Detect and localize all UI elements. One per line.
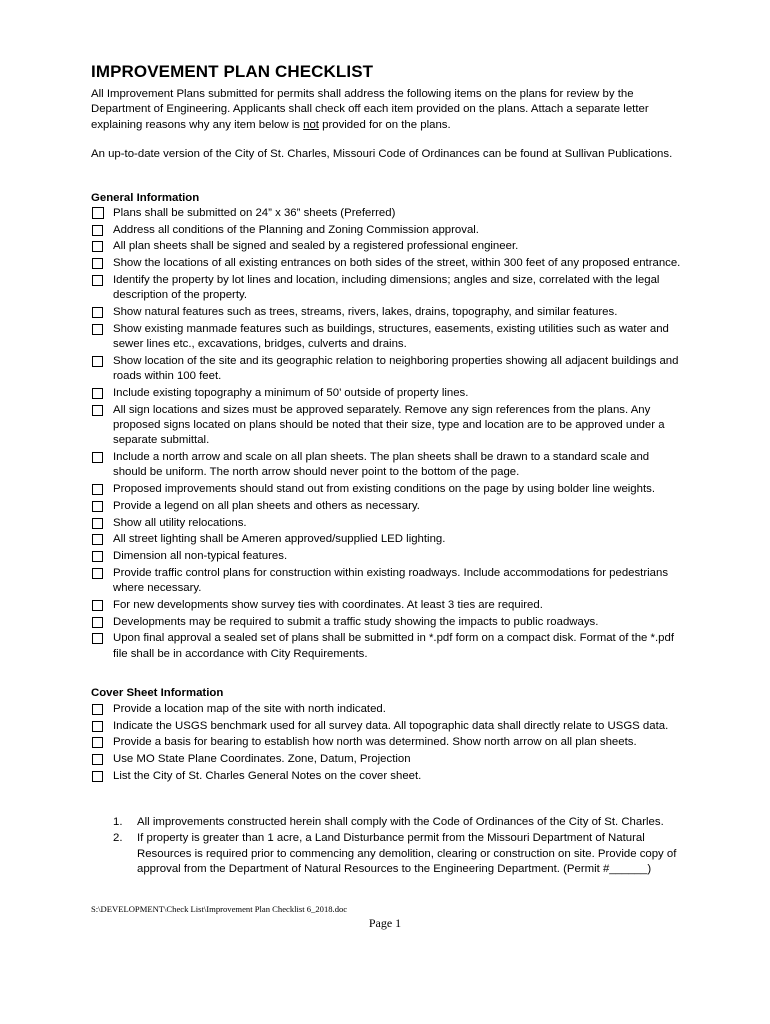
checklist-item-text: For new developments show survey ties with coordinates. At least 3 ties are required. xyxy=(113,598,543,611)
checkbox-icon[interactable] xyxy=(92,518,103,529)
checkbox-icon[interactable] xyxy=(92,704,103,715)
checkbox-icon[interactable] xyxy=(92,600,103,611)
intro-text: All Improvement Plans submitted for permits shall address the following items on the plans for review by the Department of Engineering. Applicants shall check off each item provided on the plans. Attach a separate letter explaining reasons why any item below is xyxy=(91,88,649,131)
checklist-item xyxy=(91,305,681,320)
intro-text-end: provided for on the plans. xyxy=(318,118,451,131)
checklist-item xyxy=(91,516,681,531)
checkbox-icon[interactable] xyxy=(92,771,103,782)
checkbox-icon[interactable] xyxy=(92,754,103,765)
checklist-item-text: Include a north arrow and scale on all plan sheets. The plan sheets shall be drawn to a standard scale and should be uniform. The north arrow should never point to the bottom of the page. xyxy=(113,451,650,479)
intro-underlined-word: not xyxy=(303,118,319,131)
checklist-item xyxy=(91,549,681,564)
checkbox-icon[interactable] xyxy=(92,534,103,545)
checklist-item-text: Provide a legend on all plan sheets and others as necessary. xyxy=(113,499,420,512)
checklist-item xyxy=(91,223,681,238)
file-path-footer: S:\DEVELOPMENT\Check List\Improvement Plan Checklist 6_2018.doc xyxy=(91,904,348,914)
checklist-item-text: Address all conditions of the Planning and Zoning Commission approval. xyxy=(113,223,479,236)
checkbox-icon[interactable] xyxy=(92,258,103,269)
checklist-item-text: All plan sheets shall be signed and sealed by a registered professional engineer. xyxy=(113,240,519,253)
checklist-item-text: Use MO State Plane Coordinates. Zone, Datum, Projection xyxy=(113,753,411,766)
checklist-item-text: Provide a basis for bearing to establish how north was determined. Show north arrow on all plan sheets. xyxy=(113,736,637,749)
checkbox-icon[interactable] xyxy=(92,617,103,628)
checklist-item-text: Plans shall be submitted on 24” x 36” sheets (Preferred) xyxy=(113,207,396,219)
general-notes-list xyxy=(91,815,681,879)
general-info-heading: General Information xyxy=(91,192,200,204)
checklist-item xyxy=(91,752,681,767)
checklist-item xyxy=(91,386,681,401)
checklist-item xyxy=(91,719,681,734)
checklist-item-text: Dimension all non-typical features. xyxy=(113,549,288,562)
checklist-item xyxy=(91,239,681,254)
checklist-item-text: Show all utility relocations. xyxy=(113,516,247,529)
checkbox-icon[interactable] xyxy=(92,388,103,399)
document-title: IMPROVEMENT PLAN CHECKLIST xyxy=(91,62,374,81)
note-number: 2. xyxy=(113,832,123,845)
checkbox-icon[interactable] xyxy=(92,633,103,644)
checkbox-icon[interactable] xyxy=(92,405,103,416)
checklist-item xyxy=(91,598,681,613)
checklist-item-text: Upon final approval a sealed set of plans shall be submitted in *.pdf form on a compact disk. Format of the *.pdf file shall be in accordance with City Requirements. xyxy=(113,632,674,660)
checklist-item-text: Show existing manmade features such as buildings, structures, easements, existing utilities such as water and sewer lines etc., excavations, bridges, culverts and drains. xyxy=(113,322,669,351)
code-note-paragraph: An up-to-date version of the City of St. Charles, Missouri Code of Ordinances can be found at Sullivan Publications. xyxy=(91,148,673,160)
page-number: Page 1 xyxy=(368,916,402,930)
checkbox-icon[interactable] xyxy=(92,501,103,512)
checklist-item-text: All sign locations and sizes must be approved separately. Remove any sign references from the plans. Any proposed signs located on plans should be noted that their size, type and location are to be approved under a separate submittal. xyxy=(113,403,665,447)
checkbox-icon[interactable] xyxy=(92,207,104,219)
general-info-checklist xyxy=(91,206,681,663)
checklist-item xyxy=(91,499,681,514)
checklist-item-text: Proposed improvements should stand out from existing conditions on the page by using bolder line weights. xyxy=(113,483,656,496)
checkbox-icon[interactable] xyxy=(92,484,103,495)
checkbox-icon[interactable] xyxy=(92,356,103,367)
checklist-item-text: All street lighting shall be Ameren approved/supplied LED lighting. xyxy=(113,533,446,546)
checklist-item xyxy=(91,206,681,221)
checklist-item-text: Show location of the site and its geographic relation to neighboring properties showing all adjacent buildings and roads within 100 feet. xyxy=(113,354,679,383)
checklist-item xyxy=(91,273,681,304)
checklist-item xyxy=(91,566,681,597)
checklist-item xyxy=(91,256,681,271)
checkbox-icon[interactable] xyxy=(92,452,103,463)
checkbox-icon[interactable] xyxy=(92,275,103,286)
checklist-item-text: List the City of St. Charles General Notes on the cover sheet. xyxy=(113,769,422,782)
checkbox-icon[interactable] xyxy=(92,225,103,236)
checkbox-icon[interactable] xyxy=(92,241,103,252)
checklist-item xyxy=(91,532,681,547)
checklist-item-text: Provide a location map of the site with north indicated. xyxy=(113,703,386,715)
general-note-item xyxy=(91,815,681,830)
note-text: All improvements constructed herein shall comply with the Code of Ordinances of the City of St. Charles. xyxy=(137,816,664,828)
checklist-item-text: Indicate the USGS benchmark used for all survey data. All topographic data shall directly relate to USGS data. xyxy=(113,719,669,732)
checklist-item xyxy=(91,631,681,662)
general-note-item xyxy=(91,831,681,877)
checklist-item-text: Provide traffic control plans for construction within existing roadways. Include accommodations for pedestrians where necessary. xyxy=(113,566,669,595)
checklist-item-text: Identify the property by lot lines and location, including dimensions; angles and size, correlated with the legal description of the property. xyxy=(113,273,660,302)
cover-sheet-heading: Cover Sheet Information xyxy=(91,687,224,699)
checklist-item xyxy=(91,615,681,630)
note-text: If property is greater than 1 acre, a Land Disturbance permit from the Missouri Department of Natural Resources is required prior to commencing any demolition, clearing or construction on site. Provide copy of approval from the Department of Natural Resources to the Engineering Department. (Permit #______) xyxy=(137,832,677,876)
intro-paragraph xyxy=(91,87,681,133)
note-number: 1. xyxy=(113,816,123,828)
checkbox-icon[interactable] xyxy=(92,307,103,318)
checklist-item xyxy=(91,450,681,481)
checklist-item-text: Include existing topography a minimum of 50’ outside of property lines. xyxy=(113,386,469,399)
checklist-item xyxy=(91,354,681,385)
checklist-item xyxy=(91,702,681,717)
checklist-item-text: Developments may be required to submit a traffic study showing the impacts to public roadways. xyxy=(113,615,599,628)
checkbox-icon[interactable] xyxy=(92,551,103,562)
checklist-item xyxy=(91,403,681,449)
checkbox-icon[interactable] xyxy=(92,324,103,335)
checklist-item-text: Show the locations of all existing entrances on both sides of the street, within 300 feet of any proposed entrance. xyxy=(113,257,681,270)
checklist-item xyxy=(91,769,681,784)
checkbox-icon[interactable] xyxy=(92,568,103,579)
checklist-item xyxy=(91,322,681,353)
cover-sheet-checklist xyxy=(91,702,681,786)
checkbox-icon[interactable] xyxy=(92,737,103,748)
checklist-item xyxy=(91,735,681,750)
checklist-item-text: Show natural features such as trees, streams, rivers, lakes, drains, topography, and similar features. xyxy=(113,305,618,318)
checklist-item xyxy=(91,482,681,497)
checkbox-icon[interactable] xyxy=(92,721,103,732)
